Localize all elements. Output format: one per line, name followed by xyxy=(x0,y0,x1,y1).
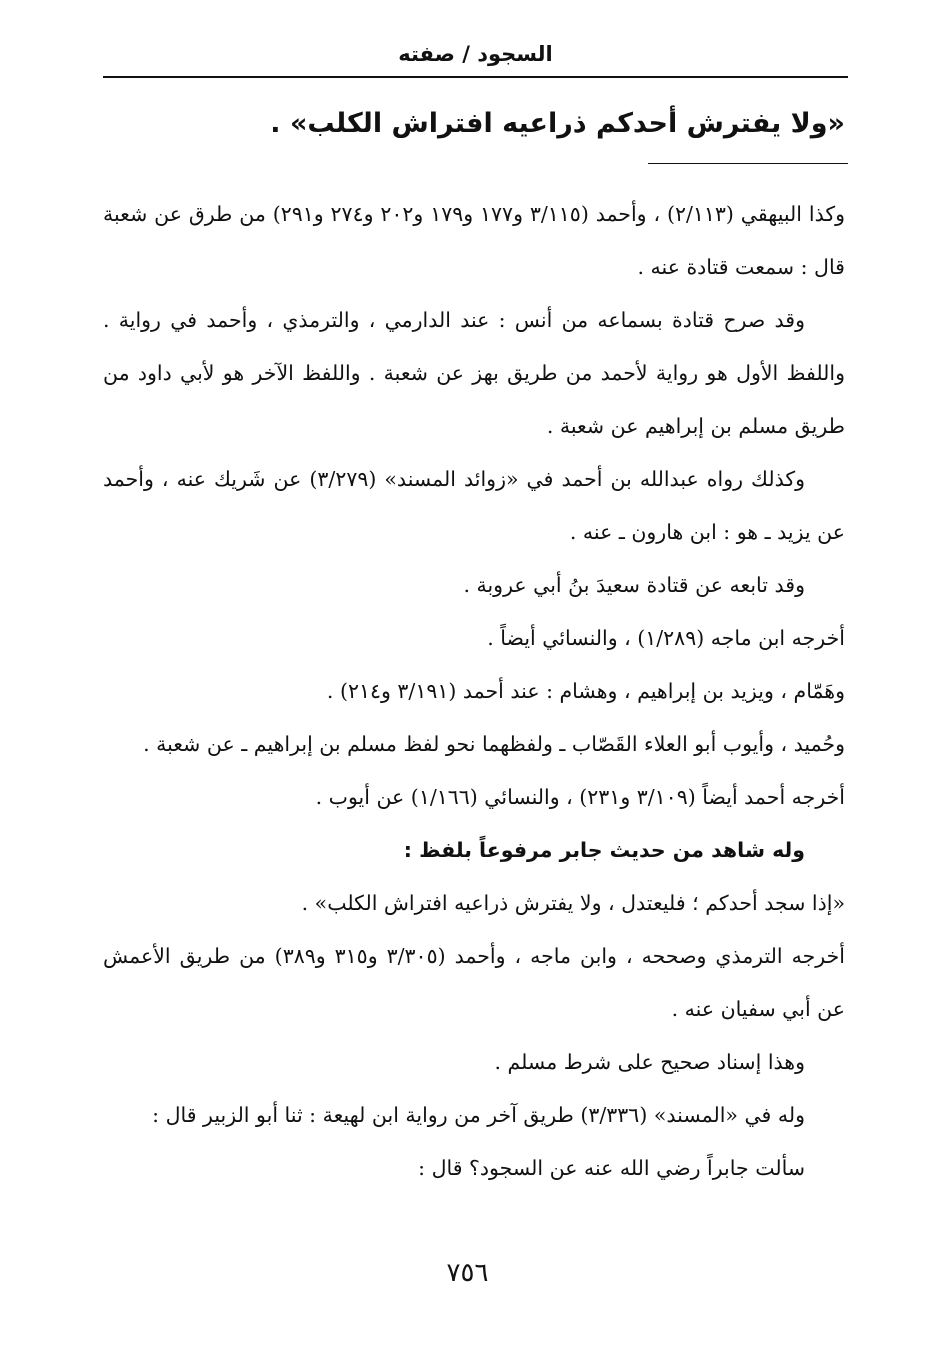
paragraph-saltu-jabir: سألت جابراً رضي الله عنه عن السجود؟ قال : xyxy=(418,1156,805,1180)
paragraph-tirmidhi: أخرجه الترمذي وصححه ، وابن ماجه ، وأحمد (٣/٣٠٥ و٣١٥ و٣٨٩) من طريق الأعمش عن أبي سفيان عنه . xyxy=(103,944,845,1021)
footnote-separator xyxy=(648,163,848,164)
continued-hadith-quote: «ولا يفترش أحدكم ذراعيه افتراش الكلب» . xyxy=(270,108,845,139)
paragraph-ahmad-nasai: أخرجه أحمد أيضاً (٣/١٠٩ و٢٣١) ، والنسائي (١/١٦٦) عن أيوب . xyxy=(315,785,845,809)
paragraph-musnad-ibn-lahia: وله في «المسند» (٣/٣٣٦) طريق آخر من رواية ابن لهيعة : ثنا أبو الزبير قال : xyxy=(152,1103,805,1127)
paragraph-qatada-sama: وقد صرح قتادة بسماعه من أنس : عند الدارمي ، والترمذي ، وأحمد في رواية . واللفظ الأول هو رواية لأحمد من طريق بهز عن شعبة . واللفظ الآخر هو لأبي داود من طريق مسلم بن إبراهيم عن شعبة . xyxy=(103,308,845,438)
paragraph-jabir-shahid: وله شاهد من حديث جابر مرفوعاً بلفظ : xyxy=(403,838,805,862)
paragraph-said-abi-aruba: وقد تابعه عن قتادة سعيدَ بنُ أبي عروبة . xyxy=(463,573,805,597)
header-divider xyxy=(103,76,848,78)
paragraph-humaid-ayyub: وحُميد ، وأيوب أبو العلاء القَصّاب ـ ولفظهما نحو لفظ مسلم بن إبراهيم ـ عن شعبة . xyxy=(143,732,845,756)
running-head-title: السجود / صفته xyxy=(398,42,553,66)
paragraph-hammam: وهَمّام ، ويزيد بن إبراهيم ، وهشام : عند أحمد (٣/١٩١ و٢١٤) . xyxy=(326,679,845,703)
paragraph-ibn-majah: أخرجه ابن ماجه (١/٢٨٩) ، والنسائي أيضاً . xyxy=(487,626,845,650)
page-number: ٧٥٦ xyxy=(446,1258,489,1288)
paragraph-jabir-hadith: «إذا سجد أحدكم ؛ فليعتدل ، ولا يفترش ذراعيه افتراش الكلب» . xyxy=(301,891,845,915)
paragraph-bayhaqi: وكذا البيهقي (٢/١١٣) ، وأحمد (٣/١١٥ و١٧٧ و١٧٩ و٢٠٢ و٢٧٤ و٢٩١) من طرق عن شعبة قال : سمعت قتادة عنه . xyxy=(103,202,845,279)
paragraph-isnad-sahih: وهذا إسناد صحيح على شرط مسلم . xyxy=(494,1050,805,1074)
footnote-body xyxy=(103,188,845,1195)
paragraph-abdullah-zawaid: وكذلك رواه عبدالله بن أحمد في «زوائد المسند» (٣/٢٧٩) عن شَريك عنه ، وأحمد عن يزيد ـ هو : ابن هارون ـ عنه . xyxy=(103,467,845,544)
